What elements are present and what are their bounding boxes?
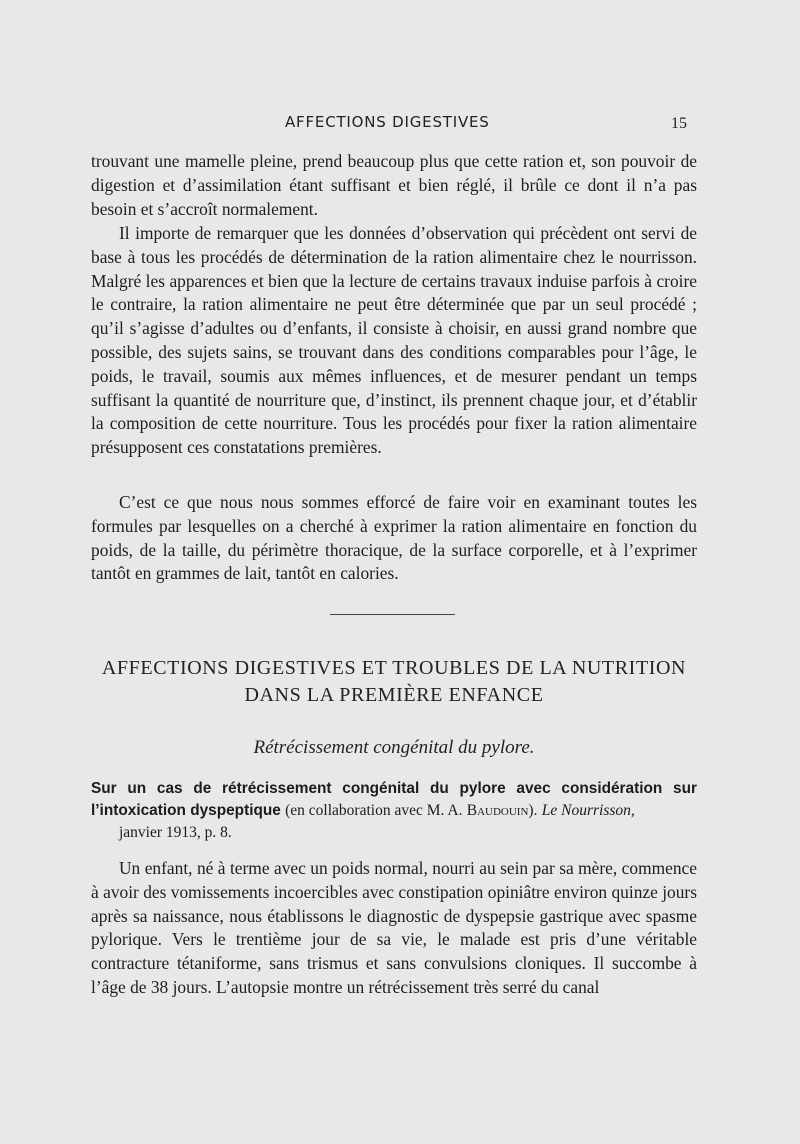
bibliographic-reference xyxy=(91,778,697,844)
reference-close: ). xyxy=(528,802,538,819)
reference-journal: Le Nourrisson, xyxy=(541,802,635,819)
paragraph-ration-method xyxy=(91,222,697,460)
section-divider xyxy=(330,614,455,615)
running-title: AFFECTIONS DIGESTIVES xyxy=(285,113,490,131)
paragraph-case-report xyxy=(91,857,697,1000)
paragraph-continuation xyxy=(91,150,697,221)
section-title-line-1: AFFECTIONS DIGESTIVES ET TROUBLES DE LA NUTRITION xyxy=(101,657,687,679)
paragraph-text: Il importe de remarquer que les données d’observation qui précèdent ont servi de base à tous les procédés de détermination de la ration alimentaire chez le nourrisson. Malgré les apparences et bien que la lecture de certains travaux induise parfois à croire le contraire, la ration alimentaire ne peut être déterminée que par un seul procédé ; qu’il s’agisse d’adultes ou d’enfants, il consiste à choisir, en aussi grand nombre que possible, des sujets sains, se trouvant dans des conditions comparables pour l’âge, le poids, le travail, soumis aux mêmes influences, et de mesurer pendant un temps suffisant la quantité de nourriture que, d’instinct, ils prennent chaque jour, et d’établir la composition de cette nourriture. Tous les procédés pour fixer la ration alimentaire présupposent ces constatations premières. xyxy=(91,223,697,458)
section-subtitle: Rétrécissement congénital du pylore. xyxy=(253,737,535,758)
reference-date: janvier 1913, p. 8. xyxy=(119,824,232,841)
reference-author: Baudouin xyxy=(466,802,529,819)
page-number: 15 xyxy=(671,115,687,132)
reference-title: Sur un cas de rétrécissement congénital du pylore avec considération sur l’intoxication dyspeptique xyxy=(91,780,697,819)
section-title-line-2: DANS LA PREMIÈRE ENFANCE xyxy=(244,684,544,706)
running-head xyxy=(0,113,800,137)
paragraph-text: trouvant une mamelle pleine, prend beaucoup plus que cette ration et, son pouvoir de digestion et d’assimilation étant suffisant et bien réglé, il brûle ce dont il n’a pas besoin et s’accroît normalement. xyxy=(91,151,697,219)
paragraph-text: C’est ce que nous nous sommes efforcé de faire voir en examinant toutes les formules par lesquelles on a cherché à exprimer la ration alimentaire en fonction du poids, de la taille, du périmètre thoracique, de la surface corporelle, et à l’exprimer tantôt en grammes de lait, tantôt en calories. xyxy=(91,492,697,584)
paragraph-text: Un enfant, né à terme avec un poids normal, nourri au sein par sa mère, commence à avoir des vomissements incoercibles avec constipation opiniâtre environ quinze jours après sa naissance, nous établissons le diagnostic de dyspepsie gastrique avec spasme pylorique. Vers le trentième jour de sa vie, le malade est pris d’une véritable contracture tétaniforme, sans trismus et sans convulsions cloniques. Il succombe à l’âge de 38 jours. L’autopsie montre un rétrécissement très serré du canal xyxy=(91,858,697,997)
paragraph-formulas xyxy=(91,491,697,586)
reference-collaboration: (en collaboration avec M. A. xyxy=(285,802,463,819)
